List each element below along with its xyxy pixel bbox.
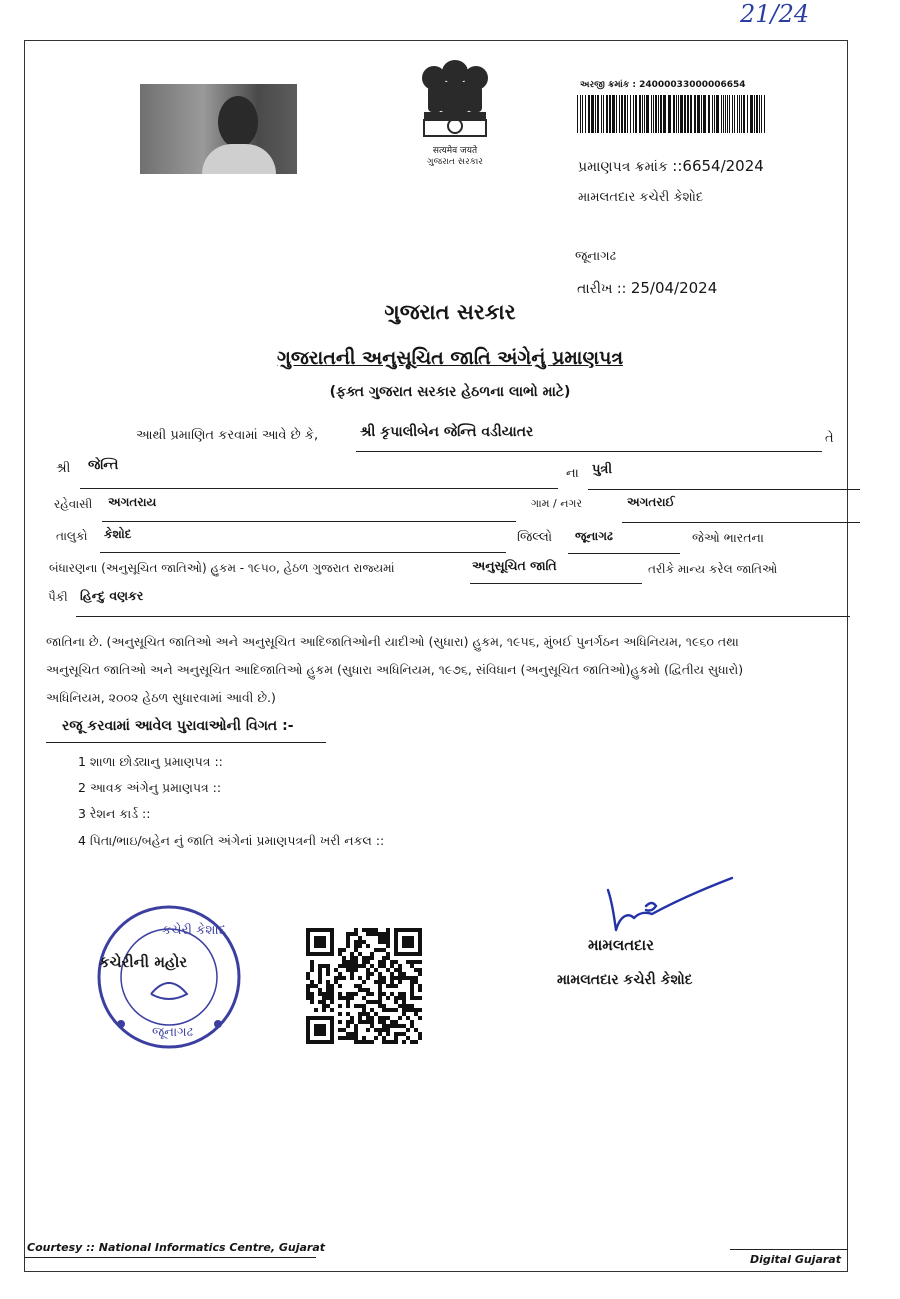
emblem-caption <box>395 146 515 168</box>
na-label: ના <box>566 466 579 481</box>
certificate-number <box>578 157 764 175</box>
issuing-office: મામલતદાર કચેરી કેશોદ <box>578 190 704 205</box>
evidence-item: 3 રેશન કાર્ડ :: <box>78 806 151 821</box>
taluka-underline <box>100 552 506 553</box>
intro-text: આથી પ્રમાણિત કરવામાં આવે છે કે, <box>136 428 319 443</box>
district-underline <box>568 553 680 554</box>
taluka-value: કેશોદ <box>104 527 132 541</box>
district-value: જૂનાગઢ <box>575 529 613 543</box>
village-underline <box>622 522 860 523</box>
suffix-te: તે <box>825 431 834 446</box>
village-value: અગતરાઈ <box>627 495 675 509</box>
certificate-title <box>0 347 900 369</box>
evidence-title-underline <box>46 742 326 743</box>
evidence-item: 1 શાળા છોડ્યાનુ પ્રમાણપત્ર :: <box>78 754 223 769</box>
resident-label: રહેવાસી <box>54 497 93 511</box>
caste-underline <box>76 616 850 617</box>
barcode <box>577 95 767 133</box>
national-emblem-icon <box>410 54 500 138</box>
district-name: જૂનાગઢ <box>575 249 617 264</box>
seal-label: કચેરીની મહોર <box>99 953 188 971</box>
signatory-office: મામલતદાર કચેરી કેશોદ <box>557 972 693 988</box>
certificate-title-text: ગુજરાતની અનુસૂચિત જાતિ અંગેનું પ્રમાણપત્ર <box>276 347 624 369</box>
emblem-gujarat-label: ગુજરાત સરકાર <box>427 157 483 167</box>
who-india-text: જેઓ ભારતના <box>692 530 764 545</box>
handwritten-page-number: 21/24 <box>740 0 810 28</box>
taluka-label: તાલુકો <box>56 529 88 543</box>
village-label: ગામ / નગર <box>531 497 583 510</box>
holder-name-underline <box>356 451 822 452</box>
district-label: જિલ્લો <box>517 530 553 545</box>
footer-left-underline <box>24 1257 316 1258</box>
footer-digital-gujarat: Digital Gujarat <box>750 1253 841 1266</box>
legal-paragraph-line: અધિનિયમ, ૨૦૦૨ હેઠળ સુધારવામાં આવી છે.) <box>46 690 276 705</box>
category-underline <box>470 583 642 584</box>
certificate-number-label: પ્રમાણપત્ર ક્રમાંક <box>578 159 668 175</box>
seal-ring-bottom: જૂનાગઢ <box>152 1025 194 1040</box>
evidence-item: 4 પિતા/ભાઇ/બહેન નું જાતિ અંગેનાં પ્રમાણપત્રની ખરી નકલ :: <box>78 833 385 848</box>
emblem-motto: सत्यमेव जयते <box>432 146 478 156</box>
footer-right-overline <box>730 1249 848 1250</box>
father-name: જેન્તિ <box>88 458 119 473</box>
seal-ring-top: કચેરી કેશોદ <box>162 923 226 938</box>
evidence-item: 2 આવક અંગેનુ પ્રમાણપત્ર :: <box>78 780 222 795</box>
application-number-label: અરજી ક્રમાંક : <box>580 80 636 90</box>
evidence-title: રજૂ કરવામાં આવેલ પુરાવાઓની વિગત :- <box>62 718 294 734</box>
shri-label: શ્રી <box>56 461 71 476</box>
application-number-value: 24000033000006654 <box>639 80 746 90</box>
constitution-text: બંધારણના (અનુસૂચિત જાતિઓ) હુકમ - ૧૯૫૦, હેઠળ ગુજરાત રાજ્યમાં <box>49 561 395 575</box>
certificate-number-value: ::6654/2024 <box>672 157 764 175</box>
footer-courtesy: Courtesy :: National Informatics Centre, Gujarat <box>27 1241 326 1254</box>
signatory-title: મામલતદાર <box>588 936 654 954</box>
issue-date-value: 25/04/2024 <box>630 279 718 297</box>
application-number <box>580 80 746 90</box>
legal-paragraph-line: જાતિના છે. (અનુસૂચિત જાતિઓ અને અનુસૂચિત આદિજાતિઓની યાદીઓ (સુધારા) હુકમ, ૧૯૫૬, મુંબઈ પુનર્ગઠન અધિનિયમ, ૧૯૬૦ તથા <box>46 634 739 649</box>
signature <box>600 872 740 942</box>
father-name-underline <box>80 488 558 489</box>
certificate-subtitle: (ફક્ત ગુજરાત સરકાર હેઠળના લાભો માટે) <box>329 384 571 400</box>
resident-underline <box>102 521 516 522</box>
office-seal-stamp <box>96 904 242 1050</box>
qr-code <box>305 928 423 1044</box>
issue-date <box>577 279 717 297</box>
legal-paragraph-line: અનુસૂચિત જાતિઓ અને અનુસૂચિત આદિજાતિઓ હુકમ (સુધારા અધિનિયમ, ૧૯૭૬, સંવિધાન (અનુસૂચિત જાતિઓ)હુકમો (દ્વિતીય સુધારો) <box>46 662 744 677</box>
government-heading: ગુજરાત સરકાર <box>384 300 516 324</box>
relation-underline <box>588 489 860 490</box>
category-value: અનુસૂચિત જાતિ <box>472 558 557 573</box>
among-label: પૈકી <box>48 590 68 604</box>
applicant-photo <box>140 84 297 174</box>
holder-name: શ્રી કૃપાલીબેન જેન્તિ વડીયાતર <box>360 424 534 440</box>
caste-value: હિન્દુ વણકર <box>80 588 144 603</box>
issue-date-label: તારીખ :: <box>577 281 627 297</box>
recognized-text: તરીકે માન્ય કરેલ જાતિઓ <box>648 562 778 576</box>
legal-paragraph <box>46 628 846 712</box>
relation: પુત્રી <box>592 462 613 477</box>
resident-value: અગતરાય <box>108 495 157 509</box>
